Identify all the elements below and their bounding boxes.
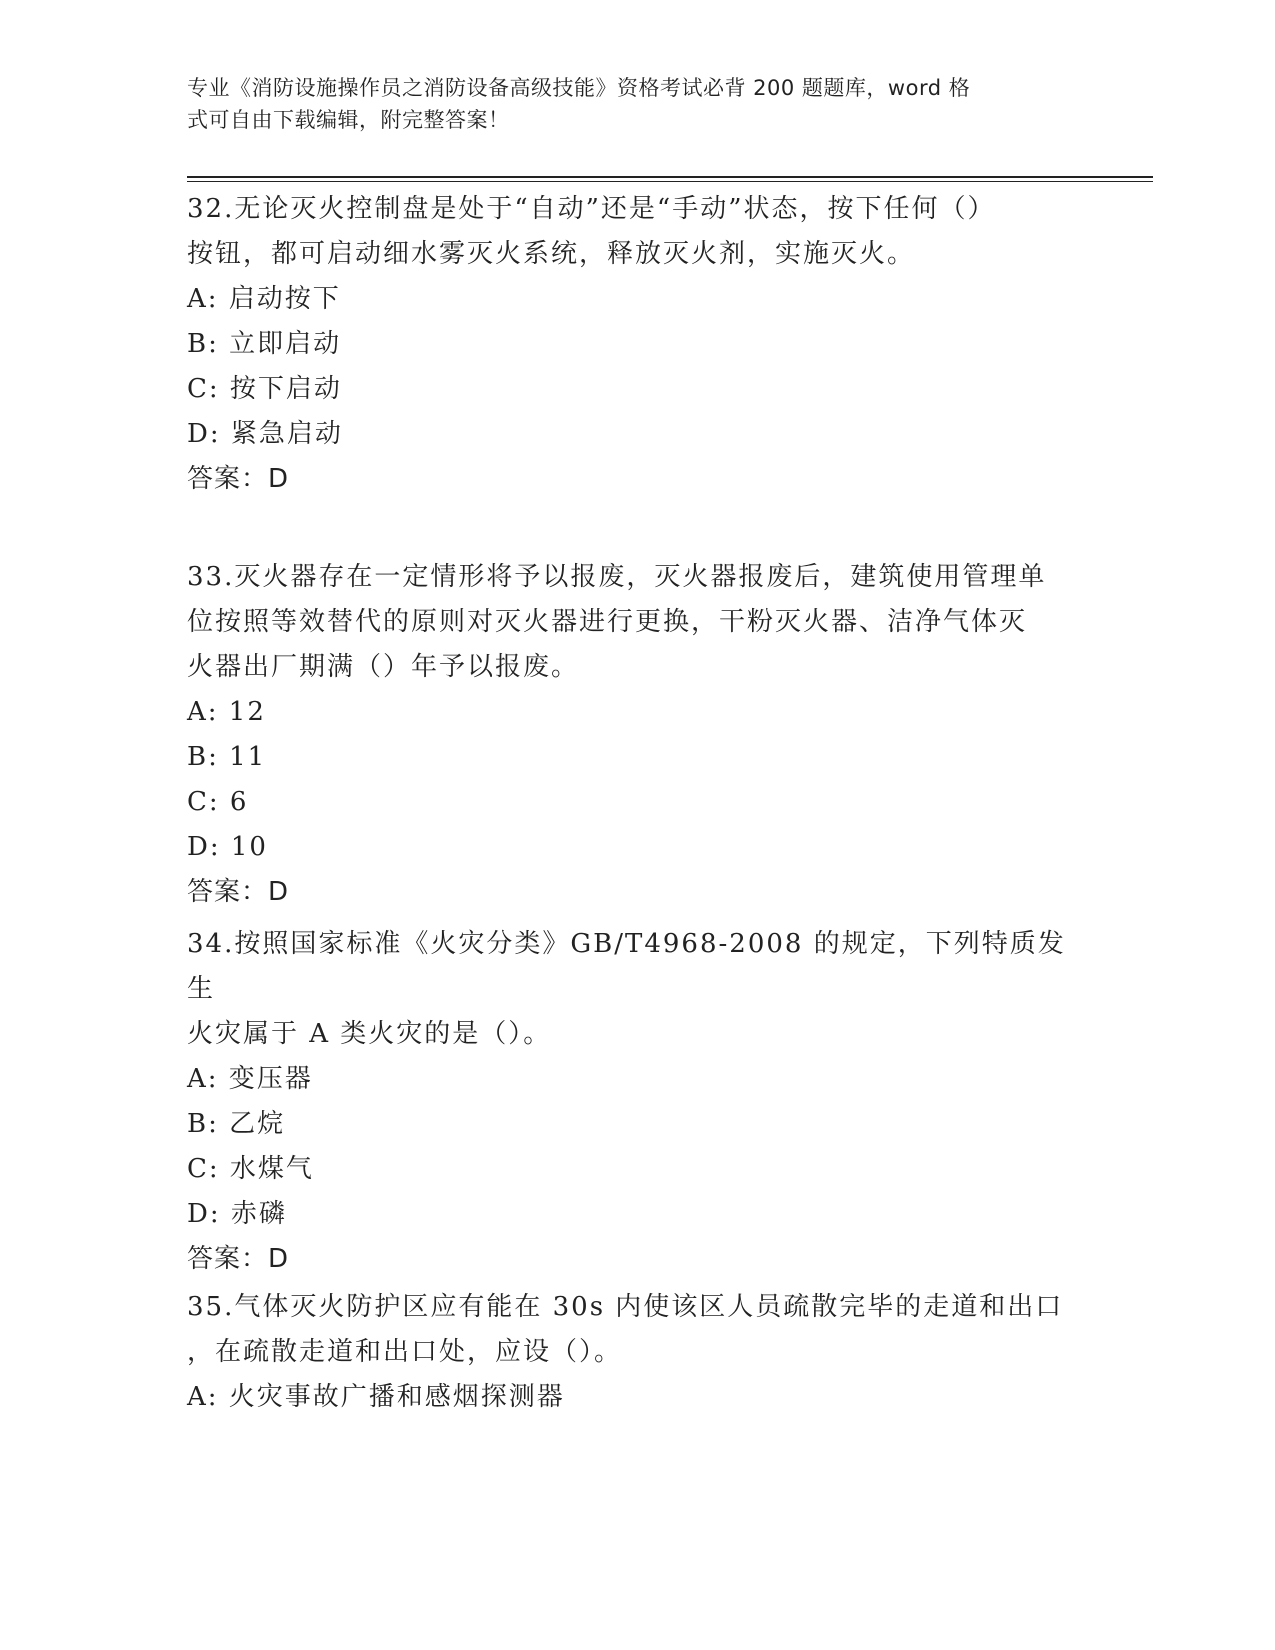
question-stem-line: 按钮，都可启动细水雾灭火系统，释放灭火剂，实施灭火。 xyxy=(187,239,916,269)
option-a: A: 火灾事故广播和感烟探测器 xyxy=(187,1382,565,1412)
option-d: D: 10 xyxy=(187,832,268,862)
option-b: B: 立即启动 xyxy=(187,329,342,359)
question-stem-line: 位按照等效替代的原则对灭火器进行更换，干粉灭火器、洁净气体灭 xyxy=(187,607,1028,637)
header-divider-thick xyxy=(187,176,1153,178)
option-d: D: 紧急启动 xyxy=(187,419,343,449)
header-divider-thin xyxy=(187,181,1153,182)
question-stem-line: 33.灭火器存在一定情形将予以报废，灭火器报废后，建筑使用管理单 xyxy=(187,562,1047,592)
answer-line: 答案：D xyxy=(187,464,290,494)
header-line-2: 式可自由下载编辑，附完整答案！ xyxy=(187,108,510,132)
answer-line: 答案：D xyxy=(187,1244,290,1274)
question-stem-line: 34.按照国家标准《火灾分类》GB/T4968-2008 的规定，下列特质发生 xyxy=(187,929,1066,1004)
option-c: C: 按下启动 xyxy=(187,374,342,404)
question-stem-line: 火器出厂期满（）年予以报废。 xyxy=(187,652,580,682)
question-stem-line: 32.无论灭火控制盘是处于“自动”还是“手动”状态，按下任何（） xyxy=(187,194,996,224)
question-33 xyxy=(187,555,1087,915)
option-c: C: 6 xyxy=(187,787,249,817)
header-line-1: 专业《消防设施操作员之消防设备高级技能》资格考试必背 200 题题库，word 格 xyxy=(187,76,971,100)
option-d: D: 赤磷 xyxy=(187,1199,287,1229)
question-stem-line: ，在疏散走道和出口处，应设（）。 xyxy=(187,1337,623,1367)
option-b: B: 11 xyxy=(187,742,267,772)
question-32 xyxy=(187,187,1087,502)
option-c: C: 水煤气 xyxy=(187,1154,314,1184)
option-b: B: 乙烷 xyxy=(187,1109,286,1139)
question-34 xyxy=(187,922,1087,1282)
question-stem-line: 火灾属于 A 类火灾的是（）。 xyxy=(187,1019,552,1049)
option-a: A: 变压器 xyxy=(187,1064,313,1094)
option-a: A: 12 xyxy=(187,697,266,727)
question-stem-line: 35.气体灭火防护区应有能在 30s 内使该区人员疏散完毕的走道和出口 xyxy=(187,1292,1064,1322)
option-a: A: 启动按下 xyxy=(187,284,341,314)
answer-line: 答案：D xyxy=(187,877,290,907)
question-35 xyxy=(187,1285,1087,1420)
document-header xyxy=(187,72,1067,136)
